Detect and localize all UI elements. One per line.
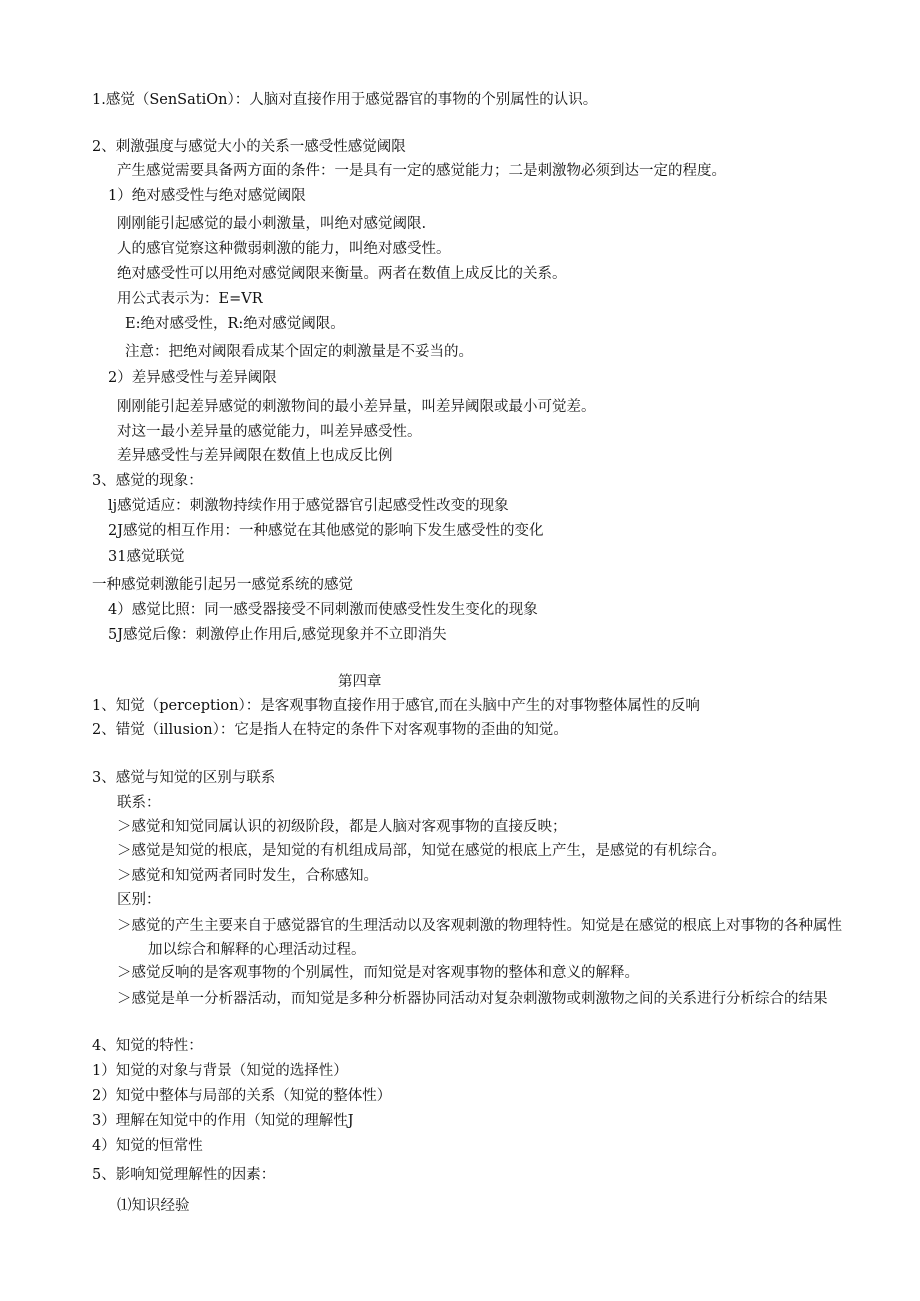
text-line: ＞感觉是知觉的根底，是知觉的有机组成局部，知觉在感觉的根底上产生，是感觉的有机综合。 [117, 843, 726, 859]
text-line: 注意：把绝对阈限看成某个固定的刺激量是不妥当的。 [125, 344, 473, 360]
text-line: 2J感觉的相互作用：一种感觉在其他感觉的影响下发生感受性的变化 [108, 523, 544, 539]
text-line: 刚刚能引起感觉的最小刺激量，叫绝对感觉阈限. [117, 216, 427, 232]
text-line: 4）知觉的恒常性 [92, 1138, 203, 1154]
text-line: 人的感官觉察这种微弱刺激的能力，叫绝对感受性。 [117, 241, 451, 257]
text-line: 1、知觉（perception）：是客观事物直接作用于感官,而在头脑中产生的对事物整体属性的反响 [92, 698, 700, 714]
text-line: lj感觉适应：刺激物持续作用于感觉器官引起感受性改变的现象 [108, 498, 509, 514]
text-line: ＞感觉和知觉同属认识的初级阶段，都是人脑对客观事物的直接反映； [117, 819, 567, 835]
text-line: 刚刚能引起差异感觉的刺激物间的最小差异量，叫差异阈限或最小可觉差。 [117, 399, 596, 415]
text-line: 用公式表示为：E=VR [117, 291, 263, 307]
text-line: 2）知觉中整体与局部的关系（知觉的整体性） [92, 1088, 392, 1104]
text-paragraph: ＞感觉的产生主要来自于感觉器官的生理活动以及客观刺激的物理特性。知觉是在感觉的根底上对事物的各种属性加以综合和解释的心理活动过程。 [117, 918, 842, 958]
text-line: E:绝对感受性，R:绝对感觉阈限。 [125, 316, 345, 332]
text-line: 31感觉联觉 [108, 549, 185, 565]
text-line: 区别： [117, 892, 161, 908]
text-line: 3、感觉的现象： [92, 473, 203, 489]
text-line: 产生感觉需要具备两方面的条件：一是具有一定的感觉能力；二是刺激物必须到达一定的程度。 [117, 163, 726, 179]
text-line: 1）绝对感受性与绝对感觉阈限 [108, 188, 306, 204]
text-line: 绝对感受性可以用绝对感觉阈限来衡量。两者在数值上成反比的关系。 [117, 266, 567, 282]
text-line: 联系： [117, 795, 161, 811]
text-line: ＞感觉和知觉两者同时发生，合称感知。 [117, 868, 378, 884]
text-line: 1.感觉（SenSatiOn）：人脑对直接作用于感觉器官的事物的个别属性的认识。 [92, 92, 598, 108]
text-line: 一种感觉刺激能引起另一感觉系统的感觉 [92, 577, 353, 593]
text-line: 5J感觉后像：刺激停止作用后,感觉现象并不立即消失 [108, 627, 447, 643]
text-paragraph: ＞感觉是单一分析器活动，而知觉是多种分析器协同活动对复杂刺激物或刺激物之间的关系进行分析综合的结果 [117, 991, 828, 1007]
text-line: 1）知觉的对象与背景（知觉的选择性） [92, 1063, 348, 1079]
chapter-heading: 第四章 [338, 674, 382, 690]
text-line: 4、知觉的特性： [92, 1038, 203, 1054]
text-line: ⑴知识经验 [117, 1198, 190, 1214]
text-line: 对这一最小差异量的感觉能力，叫差异感受性。 [117, 424, 422, 440]
text-line: 2、错觉（illusion）：它是指人在特定的条件下对客观事物的歪曲的知觉。 [92, 722, 568, 738]
text-line: 5、影响知觉理解性的因素： [92, 1167, 276, 1183]
text-line: 4）感觉比照：同一感受器接受不同刺激而使感受性发生变化的现象 [108, 602, 538, 618]
text-line: 2、刺激强度与感觉大小的关系一感受性感觉阈限 [92, 139, 406, 155]
text-line: ＞感觉反响的是客观事物的个别属性，而知觉是对客观事物的整体和意义的解释。 [117, 965, 639, 981]
text-line: 差异感受性与差异阈限在数值上也成反比例 [117, 448, 393, 464]
text-line: 3）理解在知觉中的作用（知觉的理解性J [92, 1113, 354, 1129]
text-line: 2）差异感受性与差异阈限 [108, 370, 277, 386]
text-line: 3、感觉与知觉的区别与联系 [92, 770, 276, 786]
